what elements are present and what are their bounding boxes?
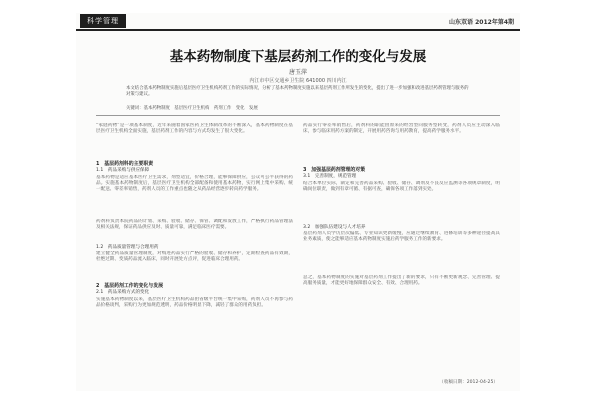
abstract-divider xyxy=(96,115,500,116)
body-paragraph: 药品实行零差率销售后，药剂科的职能由原来的经营型向服务型转变，药剂人员应主动深入临床，参与临床用药方案的制定，开展用药咨询与用药教育，提高药学服务水平。 xyxy=(303,123,500,135)
right-column xyxy=(303,123,500,313)
section-label: 科学管理 xyxy=(80,14,126,28)
article-keywords: 关键词：基本药物制度 基层医疗卫生机构 药剂工作 变化 发展 xyxy=(126,106,258,111)
subsection-heading: 3.2 加强队伍建设与人才培养 xyxy=(303,224,366,230)
body-paragraph: 实施基本药物制度以来，基层医疗卫生机构药品由省级平台统一集中采购，药剂人员不再参与药品价格谈判，采购行为更加规范透明，药品价格明显下降，减轻了群众的用药负担。 xyxy=(96,296,293,308)
received-date: （收稿日期：2012-04-25） xyxy=(439,380,498,385)
body-paragraph: 基层药剂人员学历层次偏低、专业知识更新缓慢，应通过继续教育、进修培训等多种途径提高其业务素质，使之能够适应基本药物制度实施后药学服务工作的新要求。 xyxy=(303,231,500,243)
journal-page xyxy=(76,13,520,391)
body-paragraph: 药剂科负责本院药品的计划、采购、验收、储存、保管、调配和发放工作，严格执行药品管理法及相关法规，保证药品供应及时、质量可靠，满足临床医疗需要。 xyxy=(96,218,293,230)
article-title: 基本药物制度下基层药剂工作的变化与发展 xyxy=(169,49,427,65)
article-abstract: 本文结合基本药物制度实施后基层医疗卫生机构药剂工作的实际情况，分析了基本药物制度实施以来基层药剂工作所发生的变化，提出了进一步加强和改进基层药剂管理与服务的对策与建议。 xyxy=(126,86,469,97)
section-heading: 2 基层药剂工作的变化与发展 xyxy=(96,283,163,289)
subsection-heading: 1.1 药品采购与供应保障 xyxy=(96,168,150,173)
subsection-heading: 1.2 药品质量管理与合理用药 xyxy=(96,244,159,250)
section-heading: 1 基层药剂科的主要职责 xyxy=(96,161,154,167)
body-paragraph: 建立健全药品质量管理制度，对购进药品实行严格的验收、储存和养护，定期检查药品有效期，杜绝过期、变质药品流入临床，同时开展处方点评，促进临床合理用药。 xyxy=(96,251,293,263)
body-paragraph: 结合本单位实际，制定和完善药品采购、验收、储存、调剂及不良反应监测等各项规章制度，明确岗位职责，做到有章可循、有据可查，确保各项工作落到实处。 xyxy=(303,180,500,192)
page-header xyxy=(76,13,520,29)
left-column xyxy=(96,123,293,341)
section-heading: 3 加强基层药剂管理的对策 xyxy=(303,167,366,173)
journal-info: 山东双语 2012年第4期 xyxy=(449,19,514,26)
subsection-heading: 3.1 完善制度，规范管理 xyxy=(303,174,357,179)
author-affiliation: 内江市中区交通乡卫生院 641000 四川内江 xyxy=(249,78,347,84)
header-rule xyxy=(76,29,520,31)
body-paragraph: 基本药物是适应基本医疗卫生需求，剂型适宜，价格合理，能够保障供应，公众可公平获得的药品。实施基本药物制度后，基层医疗卫生机构全部配备和使用基本药物，实行网上集中采购、统一配送、零差率销售，药剂人员的工作重点也随之从药品经营逐步转向药学服务。 xyxy=(96,174,293,193)
body-paragraph: 总之，基本药物制度的实施对基层药剂工作提出了新的要求，只有不断更新观念、完善管理、提高服务质量，才能更好地保障群众安全、有效、合理用药。 xyxy=(303,275,500,287)
article-author: 唐玉萍 xyxy=(288,69,307,76)
intro-paragraph: “家庭药物”是一项基本制度，近年来随着国家医药卫生体制改革的不断深入，基本药物制度在基层医疗卫生机构全面实施，基层药剂工作的内容与方式均发生了很大变化。 xyxy=(96,123,293,135)
subsection-heading: 2.1 药品采购方式的变化 xyxy=(96,290,150,295)
